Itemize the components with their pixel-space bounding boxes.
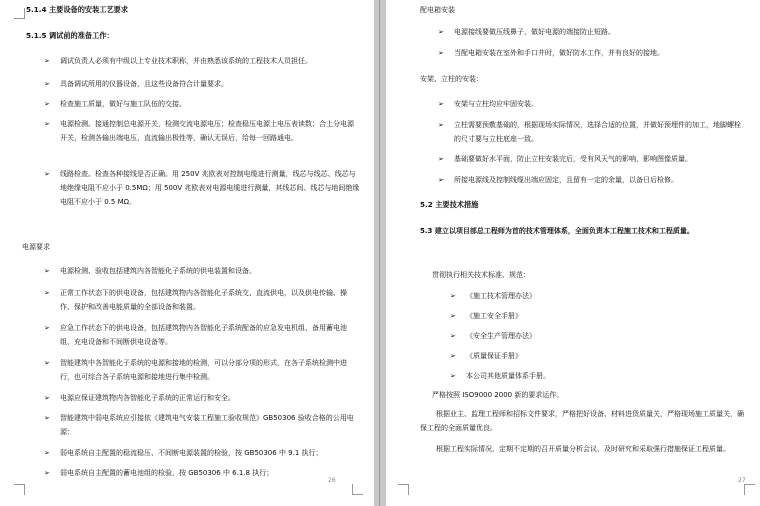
list-item: ➢ 《施工技术管理办法》 xyxy=(450,289,746,303)
page-corner-mark xyxy=(14,8,25,19)
bullet-arrow-icon: ➢ xyxy=(438,121,444,129)
page-number: 26 xyxy=(328,477,336,484)
list-item: ➢ 《质量保证手册》 xyxy=(450,349,746,363)
list-item: ➢ 电源检测。接通控制总电源开关，检测交流电源电压；检查稳压电源上电压表读数；合上分电源开关，检测各输出端电压，直流输出极性等，确认无误后，给每一回路通电。 xyxy=(44,117,360,145)
section-heading: 5.2 主要技术措施 xyxy=(420,200,479,209)
section-label: 配电箱安装 xyxy=(420,6,455,14)
section-heading: 5.1.4 主要设备的安装工艺要求 xyxy=(26,5,129,14)
page-corner-mark xyxy=(744,484,755,495)
page-corner-mark xyxy=(352,484,363,495)
bullet-arrow-icon: ➢ xyxy=(44,100,50,108)
bullet-arrow-icon: ➢ xyxy=(450,352,456,360)
list-item: ➢ 立柱需要预敷基础的，根据现场实际情况，选择合适的位置，并做好预埋件的加工，地脚螺栓的尺寸要与立柱底座一致。 xyxy=(438,118,746,146)
page-corner-mark xyxy=(14,484,25,495)
list-item: ➢ 调试负责人必须有中级以上专业技术职称，并由熟悉该系统的工程技术人员担任。 xyxy=(44,54,360,68)
bullet-arrow-icon: ➢ xyxy=(438,100,444,108)
list-item: ➢ 弱电系统自主配置的稳流稳压、不间断电源装置的检验，按 GB50306 中 9.1 执行； xyxy=(44,446,360,460)
bullet-arrow-icon: ➢ xyxy=(44,469,50,477)
page-separator-line xyxy=(379,0,380,506)
bullet-arrow-icon: ➢ xyxy=(44,267,50,275)
page-corner-mark xyxy=(398,484,409,495)
list-item: ➢ 应急工作状态下的供电设备，包括建筑物内各智能化子系统配备的应急发电机组、备用蓄电池组、充电设备和不间断供电设备等。 xyxy=(44,321,360,349)
list-item: ➢ 线路检查。检查各种接线是否正确。用 250V 兆欧表对控制电缆进行测量，线芯与线芯、线芯与地绝缘电阻不应小于 0.5MΩ；用 500V 兆欧表对电源电缆进行测量，其线芯间、线芯与地间绝缘电阻不应小于 0.5 MΩ。 xyxy=(44,167,360,209)
bullet-arrow-icon: ➢ xyxy=(44,394,50,402)
section-label: 安架、立柱的安装： xyxy=(420,75,483,83)
list-item: ➢ 电源检测、验收包括建筑内各智能化子系统的供电装置和设备。 xyxy=(44,264,360,278)
paragraph: 贯彻执行相关技术标准、规范： xyxy=(432,271,530,279)
section-label: 电源要求 xyxy=(22,243,50,251)
page-gap xyxy=(374,0,386,506)
bullet-arrow-icon: ➢ xyxy=(44,289,50,297)
bullet-arrow-icon: ➢ xyxy=(44,120,50,128)
bullet-arrow-icon: ➢ xyxy=(44,80,50,88)
list-item: ➢ 当配电箱安装在室外和手口井时，做好防水工作，并有良好的接地。 xyxy=(438,46,746,60)
document-page-right xyxy=(386,0,760,506)
bullet-arrow-icon: ➢ xyxy=(438,155,444,163)
bullet-arrow-icon: ➢ xyxy=(44,57,50,65)
bullet-arrow-icon: ➢ xyxy=(44,414,50,422)
list-item: ➢ 《安全生产管理办法》 xyxy=(450,329,746,343)
list-item: ➢ 电源应保证建筑物内各智能化子系统的正常运行和安全。 xyxy=(44,391,360,405)
paragraph: 根据工程实际情况，定期不定期的召开质量分析会议，及时研究和采取强行措施保证工程质量。 xyxy=(436,445,730,453)
section-heading: 5.1.5 调试前的准备工作： xyxy=(26,31,114,40)
list-item: ➢ 电源接线要做压线鼻子，做好电源的端接防止短路。 xyxy=(438,25,746,39)
bullet-arrow-icon: ➢ xyxy=(450,292,456,300)
list-item: ➢ 本公司其他质量体系手册。 xyxy=(450,369,746,383)
paragraph: 严格按照 ISO9000 2000 新的要求运作。 xyxy=(432,391,564,399)
bullet-arrow-icon: ➢ xyxy=(438,49,444,57)
section-heading: 5.3 建立以项目部总工程师为首的技术管理体系，全面负责本工程施工技术和工程质量。 xyxy=(420,227,694,235)
list-item: ➢ 正常工作状态下的供电设备，包括建筑物内各智能化子系统交、直流供电，以及供电传输、操作、保护和改善电能质量的全部设备和装置。 xyxy=(44,286,360,314)
paragraph: 根据业主、监理工程师和招标文件要求，严格把好设备、材料进货质量关，严格现场施工质量关，确保工程的全面质量优良。 xyxy=(420,410,744,432)
bullet-arrow-icon: ➢ xyxy=(438,176,444,184)
list-item: ➢ 检查施工质量，做好与施工队伍的交接。 xyxy=(44,97,360,111)
list-item: ➢ 《施工安全手册》 xyxy=(450,309,746,323)
bullet-arrow-icon: ➢ xyxy=(450,312,456,320)
list-item: ➢ 具备调试所用的仪器设备，且这些设备符合计量要求。 xyxy=(44,77,360,91)
document-page-left xyxy=(0,0,374,506)
bullet-arrow-icon: ➢ xyxy=(44,324,50,332)
list-item: ➢ 弱电系统自主配置的蓄电池组的检验，按 GB50306 中 6.1.8 执行； xyxy=(44,466,360,480)
page-number: 27 xyxy=(738,477,746,484)
bullet-arrow-icon: ➢ xyxy=(450,332,456,340)
list-item: ➢ 安架与立柱均应牢固安装。 xyxy=(438,97,746,111)
list-item: ➢ 基础要做好水平面，防止立柱安装完后，受有风天气的影响，影响图像质量。 xyxy=(438,152,746,166)
bullet-arrow-icon: ➢ xyxy=(450,372,456,380)
bullet-arrow-icon: ➢ xyxy=(44,449,50,457)
bullet-arrow-icon: ➢ xyxy=(438,28,444,36)
bullet-arrow-icon: ➢ xyxy=(44,170,50,178)
bullet-arrow-icon: ➢ xyxy=(44,359,50,367)
list-item: ➢ 智能建筑中弱电系统应引接依《建筑电气安装工程施工验收规范》GB50306 验收合格的公用电源： xyxy=(44,411,360,439)
list-item: ➢ 智能建筑中各智能化子系统的电源和接地的检测，可以分部分项的形式，在各子系统检测中进行，也可综合各子系统电源和接地进行集中检测。 xyxy=(44,356,360,384)
list-item: ➢ 所接电源线及控制线缆出端应固定，且留有一定的余量，以备日后检修。 xyxy=(438,173,746,187)
